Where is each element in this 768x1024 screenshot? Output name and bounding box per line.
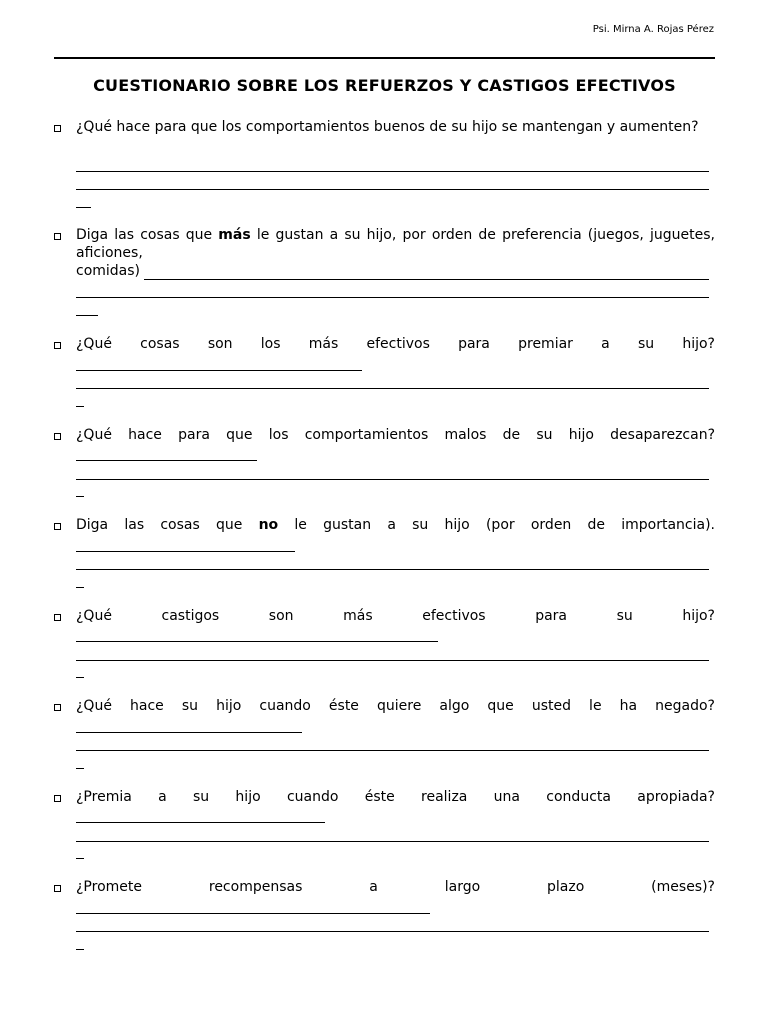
question-text: Diga las cosas que no le gustan a su hijo (por orden de importancia).	[76, 517, 715, 533]
answer-line[interactable]	[76, 171, 709, 172]
answer-line[interactable]	[76, 841, 709, 842]
question-text: Diga las cosas que más le gustan a su hijo, por orden de preferencia (juegos, juguetes, aficiones,	[76, 227, 715, 261]
answer-line-end	[76, 677, 84, 678]
answer-line[interactable]	[76, 569, 709, 570]
answer-line[interactable]	[76, 913, 430, 914]
answer-line[interactable]	[76, 660, 709, 661]
answer-line[interactable]	[76, 750, 709, 751]
answer-line[interactable]	[76, 460, 257, 461]
question-text: ¿Qué hace para que los comportamientos buenos de su hijo se mantengan y aumenten?	[76, 119, 699, 135]
emphasis-text: no	[258, 517, 279, 533]
hollow-square-icon	[54, 433, 61, 440]
answer-line-end	[76, 768, 84, 769]
answer-line-end	[76, 207, 91, 208]
question-text: ¿Qué cosas son los más efectivos para premiar a su hijo?	[76, 336, 715, 352]
answer-line[interactable]	[76, 822, 325, 823]
answer-line[interactable]	[76, 388, 709, 389]
hollow-square-icon	[54, 342, 61, 349]
hollow-square-icon	[54, 885, 61, 892]
author-name: Psi. Mirna A. Rojas Pérez	[592, 24, 714, 35]
answer-line-end	[76, 858, 84, 859]
answer-line[interactable]	[76, 551, 295, 552]
answer-line-end	[76, 496, 84, 497]
answer-line[interactable]	[76, 479, 709, 480]
hollow-square-icon	[54, 704, 61, 711]
answer-line[interactable]	[76, 931, 709, 932]
answer-line-end	[76, 406, 84, 407]
answer-line-end	[76, 315, 98, 316]
hollow-square-icon	[54, 125, 61, 132]
question-text-continued: comidas)	[76, 263, 141, 279]
hollow-square-icon	[54, 233, 61, 240]
answer-line[interactable]	[76, 297, 709, 298]
emphasis-text: más	[218, 227, 251, 243]
hollow-square-icon	[54, 795, 61, 802]
answer-line[interactable]	[76, 370, 362, 371]
header-rule	[54, 57, 715, 59]
question-text: ¿Promete recompensas a largo plazo (meses)?	[76, 879, 715, 895]
answer-line[interactable]	[76, 189, 709, 190]
answer-line[interactable]	[144, 279, 709, 280]
answer-line-end	[76, 949, 84, 950]
hollow-square-icon	[54, 614, 61, 621]
answer-line[interactable]	[76, 641, 438, 642]
question-text: ¿Qué hace su hijo cuando éste quiere algo que usted le ha negado?	[76, 698, 715, 714]
question-text: ¿Qué hace para que los comportamientos malos de su hijo desaparezcan?	[76, 427, 715, 443]
answer-line-end	[76, 587, 84, 588]
question-text: ¿Premia a su hijo cuando éste realiza una conducta apropiada?	[76, 789, 715, 805]
hollow-square-icon	[54, 523, 61, 530]
document-title: CUESTIONARIO SOBRE LOS REFUERZOS Y CASTIGOS EFECTIVOS	[93, 76, 676, 95]
answer-line[interactable]	[76, 732, 302, 733]
question-text: ¿Qué castigos son más efectivos para su hijo?	[76, 608, 715, 624]
